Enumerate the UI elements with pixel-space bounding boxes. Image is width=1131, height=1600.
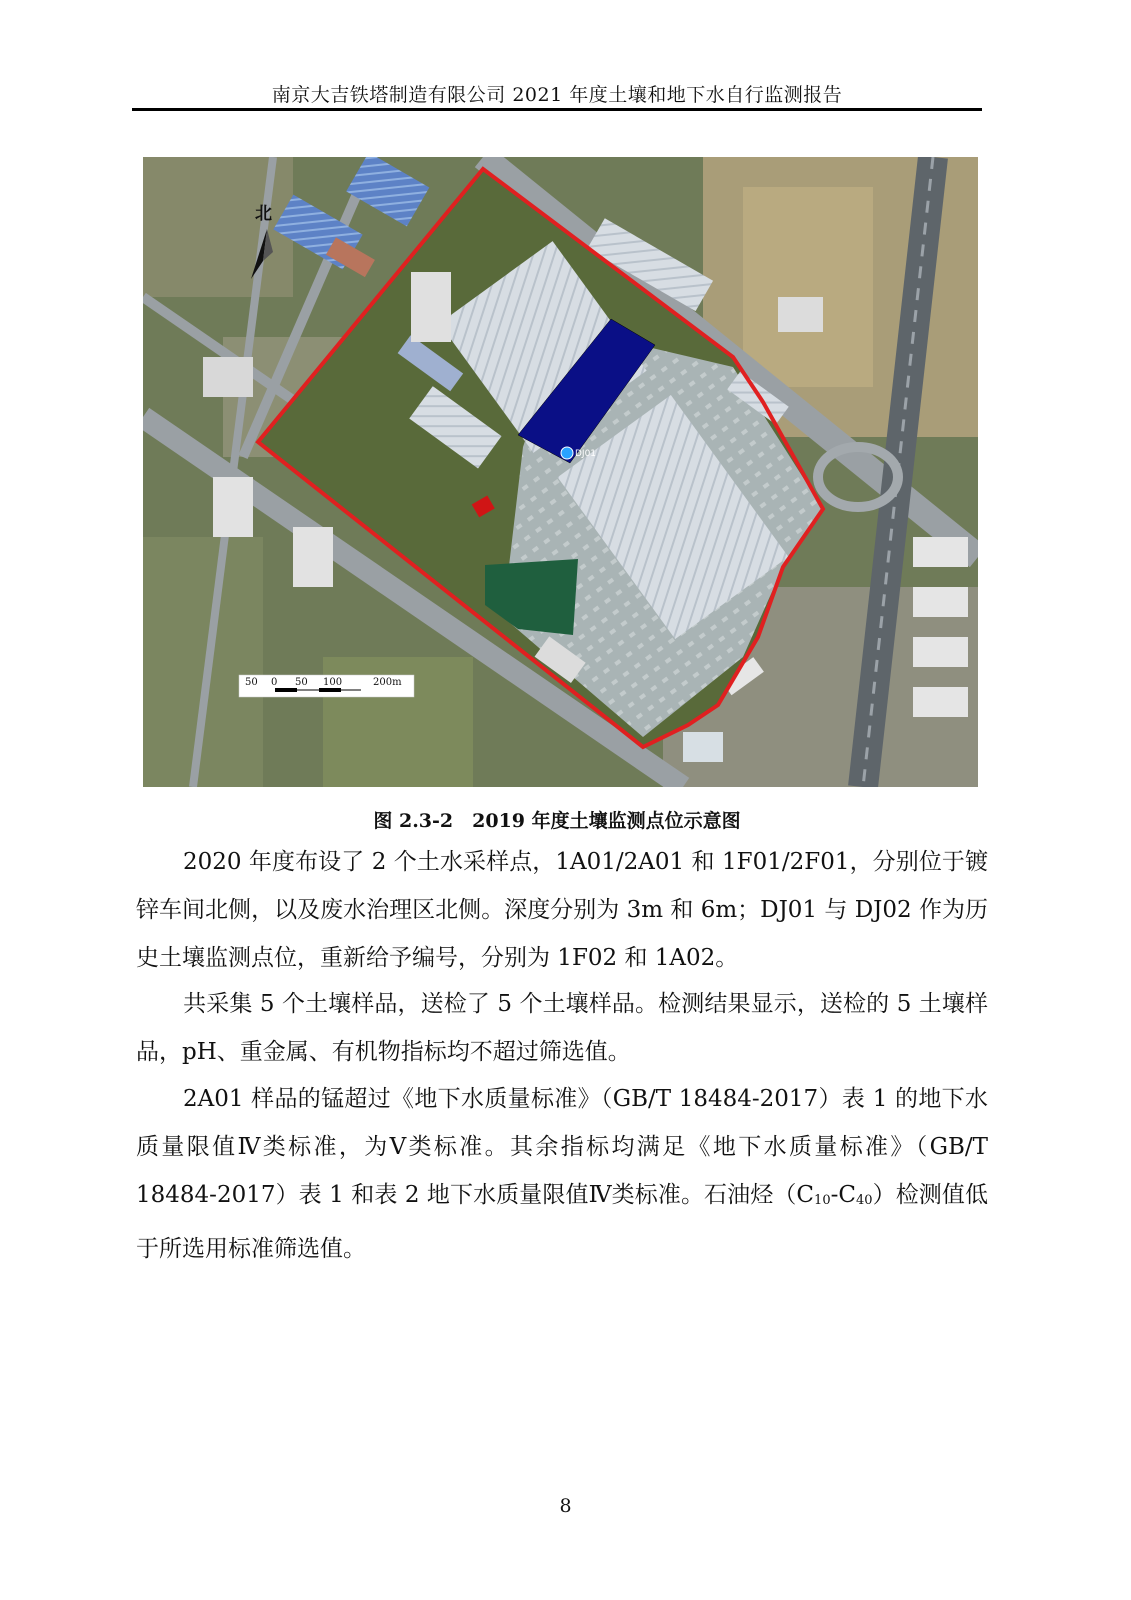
paragraph-2 — [136, 980, 988, 1076]
scale-label-0: 50 — [245, 677, 258, 688]
scale-label-3: 100 — [323, 677, 343, 688]
scale-label-2: 50 — [295, 677, 308, 688]
scale-label-1: 0 — [271, 677, 278, 688]
figure-caption: 图 2.3-2 2019 年度土壤监测点位示意图 — [373, 810, 741, 832]
header-rule — [132, 108, 982, 111]
scale-bar — [239, 675, 414, 697]
report-header-title: 南京大吉铁塔制造有限公司 2021 年度土壤和地下水自行监测报告 — [271, 84, 843, 106]
satellite-map — [143, 157, 978, 787]
point-label-dj01: DJ01 — [575, 449, 597, 459]
monitoring-point-dj01 — [561, 447, 573, 459]
scale-label-4: 200m — [373, 677, 402, 688]
paragraph-3-text-c: ）检测值低于所选用标准筛选值。 — [136, 1182, 989, 1262]
paragraph-3 — [136, 1075, 988, 1273]
paragraph-1-text: 2020 年度布设了 2 个土水采样点，1A01/2A01 和 1F01/2F01，分别位于镀锌车间北侧，以及废水治理区北侧。深度分别为 3m 和 6m；DJ01 与 DJ02 作为历史土壤监测点位，重新给予编号，分别为 1F02 和 1A02。 — [136, 849, 988, 971]
paragraph-2-text: 共采集 5 个土壤样品，送检了 5 个土壤样品。检测结果显示，送检的 5 土壤样品，pH、重金属、有机物指标均不超过筛选值。 — [136, 991, 988, 1065]
subscript-10: 10 — [814, 1193, 831, 1208]
satellite-map-figure — [143, 157, 978, 787]
page-number: 8 — [559, 1495, 572, 1517]
subscript-40: 40 — [855, 1193, 873, 1208]
paragraph-1 — [136, 838, 988, 982]
north-label: 北 — [255, 204, 272, 224]
paragraph-3-text-b: -C — [830, 1182, 856, 1208]
paragraph-3-text-a: 2A01 样品的锰超过《地下水质量标准》（GB/T 18484-2017）表 1 的地下水质量限值Ⅳ类标准，为Ⅴ类标准。其余指标均满足《地下水质量标准》（GB/T 18484-2017）表 1 和表 2 地下水质量限值Ⅳ类标准。石油烃（C — [136, 1086, 988, 1208]
